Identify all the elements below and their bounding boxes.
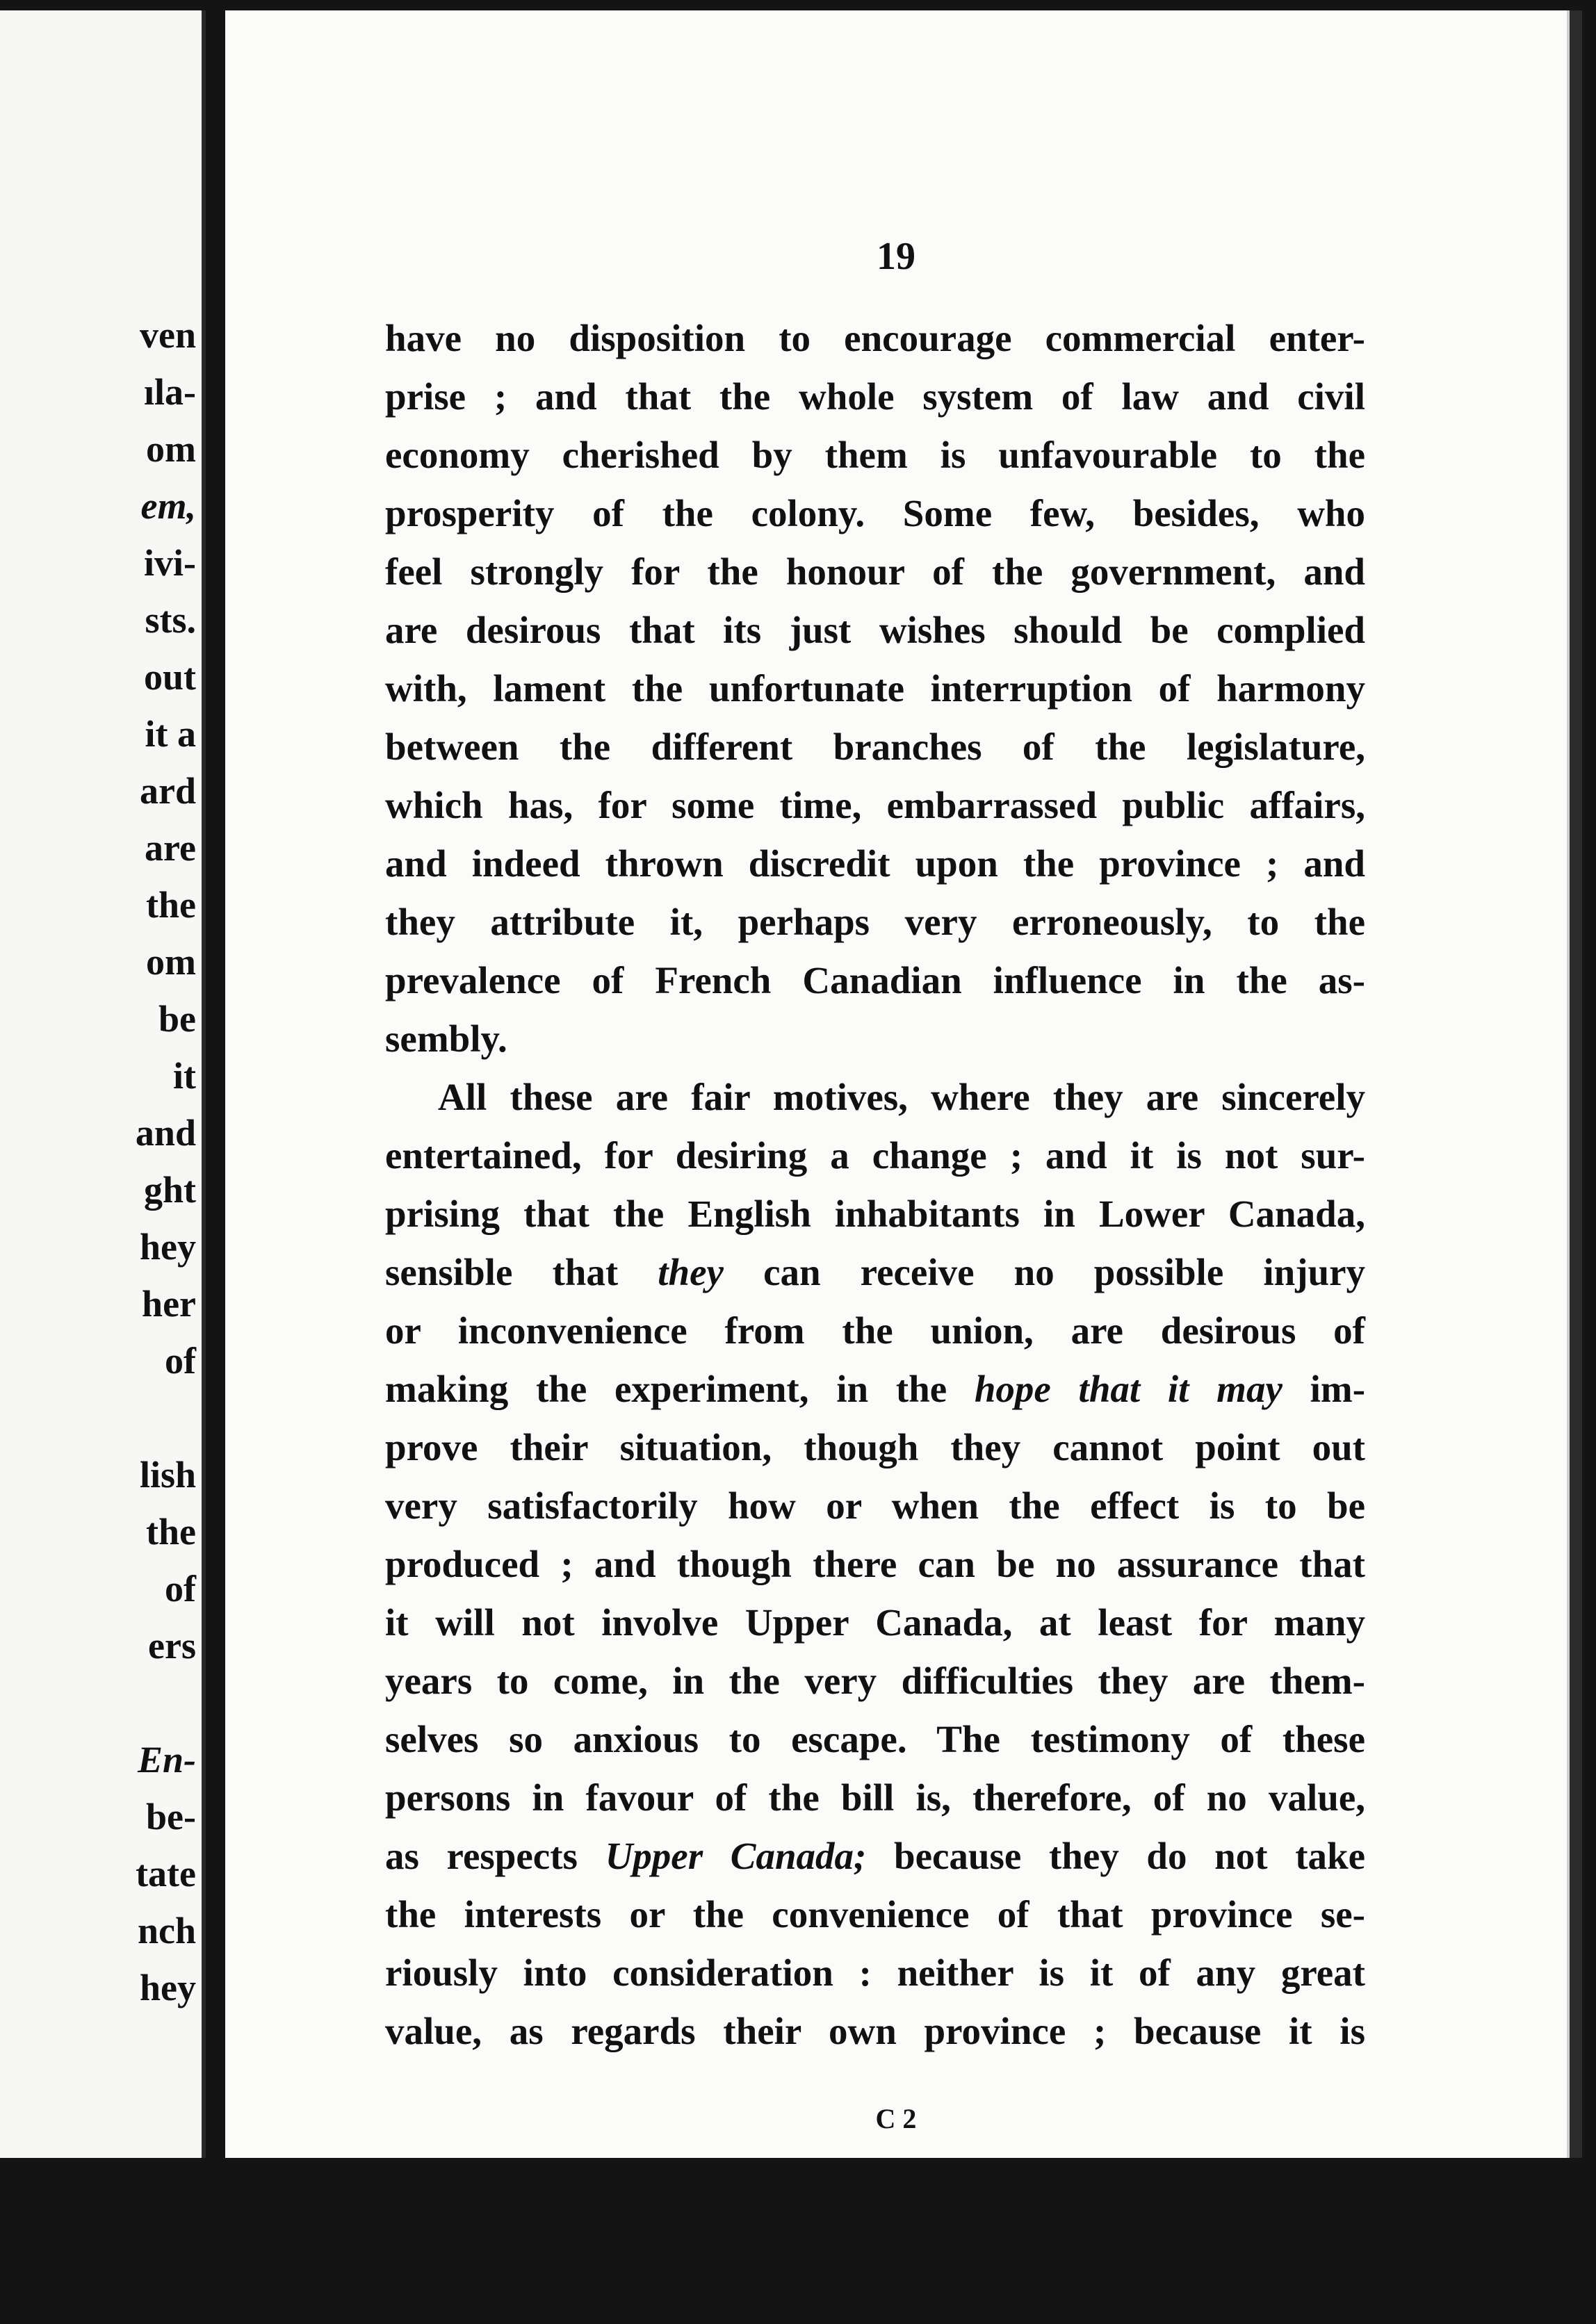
left-page-fragment: be-: [146, 1796, 196, 1838]
text-line: very satisfactorily how or when the effect is to be: [385, 1484, 1365, 1527]
text-line: between the different branches of the legislature,: [385, 726, 1365, 768]
text-line: riously into consideration : neither is it of any great: [385, 1951, 1365, 1994]
left-page-fragment: om: [146, 428, 196, 470]
book-page: [225, 10, 1567, 2158]
left-page-fragment: ıla-: [144, 371, 196, 413]
text-line: prove their situation, though they cannot point out: [385, 1426, 1365, 1468]
text-line: or inconvenience from the union, are desirous of: [385, 1309, 1365, 1352]
page-edge-binding: [1567, 10, 1582, 2158]
left-page-fragment: ers: [148, 1625, 196, 1667]
text-line-with-emphasis: [385, 1360, 1365, 1418]
text-line: years to come, in the very difficulties they are them-: [385, 1660, 1365, 1702]
text-segment: im-: [1310, 1368, 1366, 1410]
text-line: and indeed thrown discredit upon the province ; and: [385, 842, 1365, 885]
text-line: with, lament the unfortunate interruption of harmony: [385, 667, 1365, 710]
left-page-fragment: of: [165, 1340, 196, 1382]
body-text: [385, 309, 1365, 2061]
text-line: persons in favour of the bill is, therefore, of no value,: [385, 1776, 1365, 1819]
left-page-fragment: and: [135, 1112, 196, 1154]
text-segment: making the experiment, in the: [385, 1368, 947, 1410]
left-page-fragment: ght: [143, 1169, 196, 1211]
left-page-fragment: are: [145, 827, 196, 869]
text-line: selves so anxious to escape. The testimony of these: [385, 1718, 1365, 1760]
text-line: feel strongly for the honour of the government, and: [385, 550, 1365, 593]
left-page-fragment: om: [146, 941, 196, 983]
text-segment: because they do not take: [894, 1835, 1366, 1877]
left-page-fragment: be: [158, 998, 196, 1040]
text-segment: sensible that: [385, 1251, 619, 1293]
text-line: the interests or the convenience of that province se-: [385, 1893, 1365, 1936]
left-page-fragment: ven: [140, 314, 196, 356]
text-line: they attribute it, perhaps very erroneously, to the: [385, 901, 1365, 943]
text-line: prising that the English inhabitants in Lower Canada,: [385, 1193, 1365, 1235]
text-line: are desirous that its just wishes should be complied: [385, 609, 1365, 651]
signature-mark: C 2: [875, 2103, 917, 2134]
text-line: produced ; and though there can be no assurance that: [385, 1543, 1365, 1585]
emphasis-text: they: [658, 1251, 724, 1293]
left-page-fragment: her: [142, 1283, 196, 1325]
left-page-fragment: out: [143, 656, 196, 698]
left-page-fragment: the: [146, 1511, 196, 1553]
text-line: prevalence of French Canadian influence in the as-: [385, 959, 1365, 1001]
left-page-fragment: em,: [140, 485, 196, 527]
left-page-fragment: hey: [140, 1967, 196, 2008]
left-page-fragment: ard: [140, 770, 196, 812]
left-page-fragment: ivi-: [144, 542, 196, 584]
left-page-fragment: En-: [137, 1739, 196, 1781]
text-line: prosperity of the colony. Some few, besides, who: [385, 492, 1365, 534]
text-line: economy cherished by them is unfavourable to the: [385, 434, 1365, 476]
text-line: sembly.: [385, 1017, 507, 1060]
left-page-fragment: it: [173, 1055, 196, 1097]
left-page-fragment: tate: [136, 1853, 196, 1895]
emphasis-text: hope that it may: [974, 1368, 1282, 1410]
text-line: value, as regards their own province ; because it is: [385, 2010, 1365, 2052]
facing-page-left: [0, 10, 206, 2158]
page-number: 19: [877, 235, 915, 278]
text-line: entertained, for desiring a change ; and it is not sur-: [385, 1134, 1365, 1177]
text-line-with-emphasis: [385, 1827, 1365, 1885]
text-segment: can receive no possible injury: [763, 1251, 1366, 1293]
emphasis-text: Upper Canada;: [605, 1835, 867, 1877]
text-line: prise ; and that the whole system of law and civil: [385, 375, 1365, 418]
text-line: All these are fair motives, where they are sincerely: [438, 1076, 1365, 1118]
left-page-fragment: lish: [139, 1454, 196, 1496]
left-page-fragment: nch: [137, 1910, 196, 1951]
left-page-fragment: the: [146, 884, 196, 926]
left-page-fragment: of: [165, 1568, 196, 1610]
text-line: it will not involve Upper Canada, at least for many: [385, 1601, 1365, 1644]
left-page-fragment: it a: [145, 713, 196, 755]
text-line: have no disposition to encourage commercial enter-: [385, 317, 1365, 359]
text-segment: as respects: [385, 1835, 578, 1877]
left-page-fragment: sts.: [145, 599, 196, 641]
left-page-fragment: hey: [140, 1226, 196, 1268]
text-line: which has, for some time, embarrassed public affairs,: [385, 784, 1365, 826]
text-line-with-emphasis: [385, 1243, 1365, 1302]
